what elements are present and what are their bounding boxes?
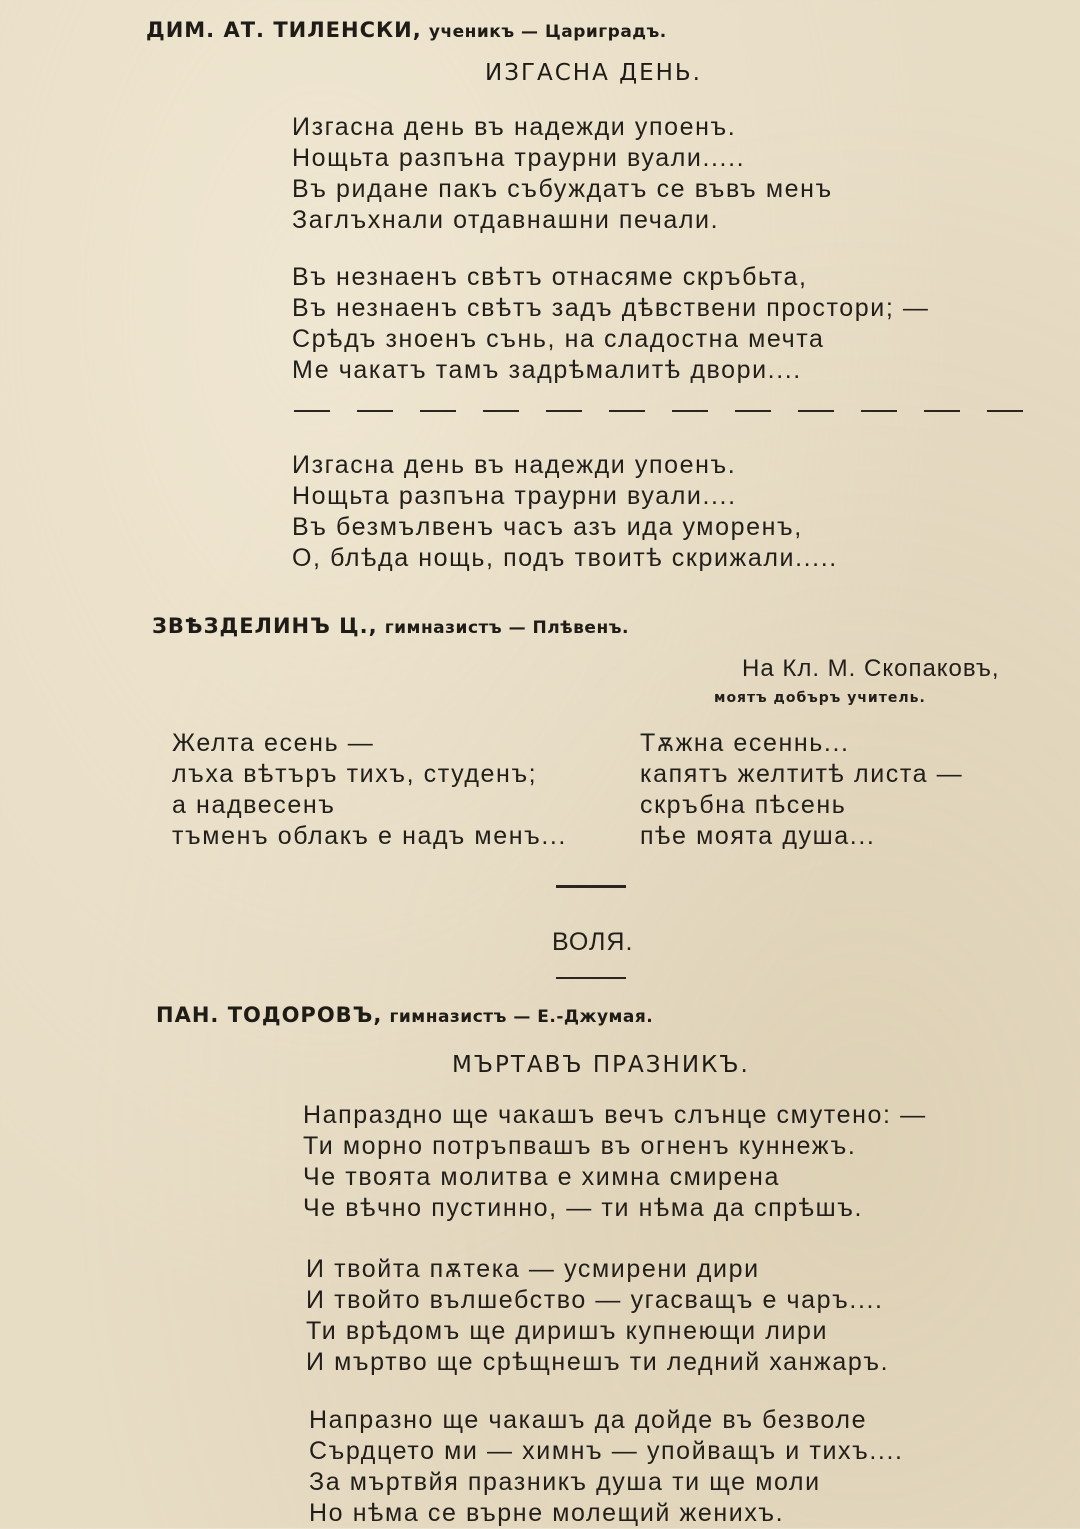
poem1-author-info: ученикъ — Цариградъ. (428, 22, 667, 42)
verse-line: И твойто вълшебство — угасващъ е чаръ.... (306, 1286, 884, 1314)
verse-line: Нощьта разпъна траурни вуали.... (292, 482, 737, 510)
dash (987, 410, 1023, 412)
verse-line: Въ ридане пакъ събуждатъ се въвъ менъ (292, 175, 833, 203)
verse-line: лъха вѣтъръ тихъ, студенъ; (172, 760, 538, 788)
verse-line: Че твоята молитва е химна смирена (303, 1163, 780, 1191)
verse-line: Напраздно ще чакашъ вечъ слънце смутено: — (303, 1101, 927, 1129)
poem3-stanza-1 (303, 1100, 927, 1224)
poem3-title: МЪРТАВЪ ПРАЗНИКЪ. (452, 1052, 750, 1078)
poem3-stanza-3 (309, 1405, 904, 1529)
verse-line: Изгасна день въ надежди упоенъ. (292, 113, 737, 141)
verse-line: Ме чакатъ тамъ задрѣмалитѣ двори.... (292, 356, 802, 384)
poem1-stanza-1 (292, 112, 833, 236)
verse-line: Нощьта разпъна траурни вуали..... (292, 144, 746, 172)
dash (357, 410, 393, 412)
verse-line: Заглъхнали отдавнашни печали. (292, 206, 720, 234)
verse-line: пѣе моята душа... (640, 822, 876, 850)
verse-line: Че вѣчно пустинно, — ти нѣма да спрѣшъ. (303, 1194, 864, 1222)
poem1-stanza-2 (292, 262, 930, 386)
verse-line: Изгасна день въ надежди упоенъ. (292, 451, 737, 479)
verse-line: Въ незнаенъ свѣтъ задъ дѣвствени простори; — (292, 294, 930, 322)
poem2-right-column (640, 728, 963, 852)
dash (483, 410, 519, 412)
verse-line: Тѫжна есеннь... (640, 729, 850, 757)
dash (546, 410, 582, 412)
dash (735, 410, 771, 412)
poem2-byline (152, 614, 629, 638)
verse-line: скръбна пѣсень (640, 791, 847, 819)
dashed-separator (294, 410, 1023, 412)
poem2-author: ЗВѢЗДЕЛИНЪ Ц., (152, 614, 378, 638)
section-title: ВОЛЯ. (552, 928, 634, 956)
poem3-stanza-2 (306, 1254, 889, 1378)
verse-line: Ти врѣдомъ ще диришъ купнеющи лири (306, 1317, 829, 1345)
section-rule-top (556, 885, 626, 888)
verse-line: За мъртвйя празникъ душа ти ще моли (309, 1468, 821, 1496)
poem1-title: ИЗГАСНА ДЕНЬ. (485, 60, 702, 86)
poem2-author-info: гимназистъ — Плѣвенъ. (384, 618, 629, 638)
dash (294, 410, 330, 412)
verse-line: Но нѣма се върне молещий женихъ. (309, 1499, 785, 1527)
verse-line: капятъ желтитѣ листа — (640, 760, 964, 788)
dash (798, 410, 834, 412)
dash (420, 410, 456, 412)
poem3-byline (156, 1003, 653, 1027)
verse-line: а надвесенъ (172, 791, 336, 819)
dash (672, 410, 708, 412)
verse-line: Напразно ще чакашъ да дойде въ безволе (309, 1406, 868, 1434)
dash (924, 410, 960, 412)
poem3-author-info: гимназистъ — Е.-Джумая. (389, 1007, 654, 1027)
poem2-dedication: На Кл. М. Скопаковъ, (742, 655, 1000, 682)
verse-line: тъменъ облакъ е надъ менъ... (172, 822, 567, 850)
verse-line: Срѣдъ зноенъ сънь, на сладостна мечта (292, 325, 825, 353)
poem2-left-column (172, 728, 567, 852)
dash (861, 410, 897, 412)
section-rule-bottom (556, 977, 626, 979)
verse-line: И твойта пѫтека — усмирени дири (306, 1255, 760, 1283)
verse-line: Въ незнаенъ свѣтъ отнасяме скръбьта, (292, 263, 808, 291)
poem1-author: ДИМ. АТ. ТИЛЕНСКИ, (146, 18, 422, 42)
poem1-byline (146, 18, 667, 42)
verse-line: Ти морно потръпвашъ въ огненъ куннежъ. (303, 1132, 857, 1160)
verse-line: Сърдцето ми — химнъ — упойващъ и тихъ.... (309, 1437, 904, 1465)
dash (609, 410, 645, 412)
verse-line: О, блѣда нощь, подъ твоитѣ скрижали..... (292, 544, 838, 572)
poem2-dedication-sub: моятъ добъръ учитель. (714, 690, 926, 706)
verse-line: И мъртво ще срѣщнешъ ти ледний ханжаръ. (306, 1348, 890, 1376)
poem3-author: ПАН. ТОДОРОВЪ, (156, 1003, 383, 1027)
verse-line: Желта есень — (172, 729, 375, 757)
poem1-stanza-3 (292, 450, 838, 574)
verse-line: Въ безмълвенъ часъ азъ ида уморенъ, (292, 513, 803, 541)
